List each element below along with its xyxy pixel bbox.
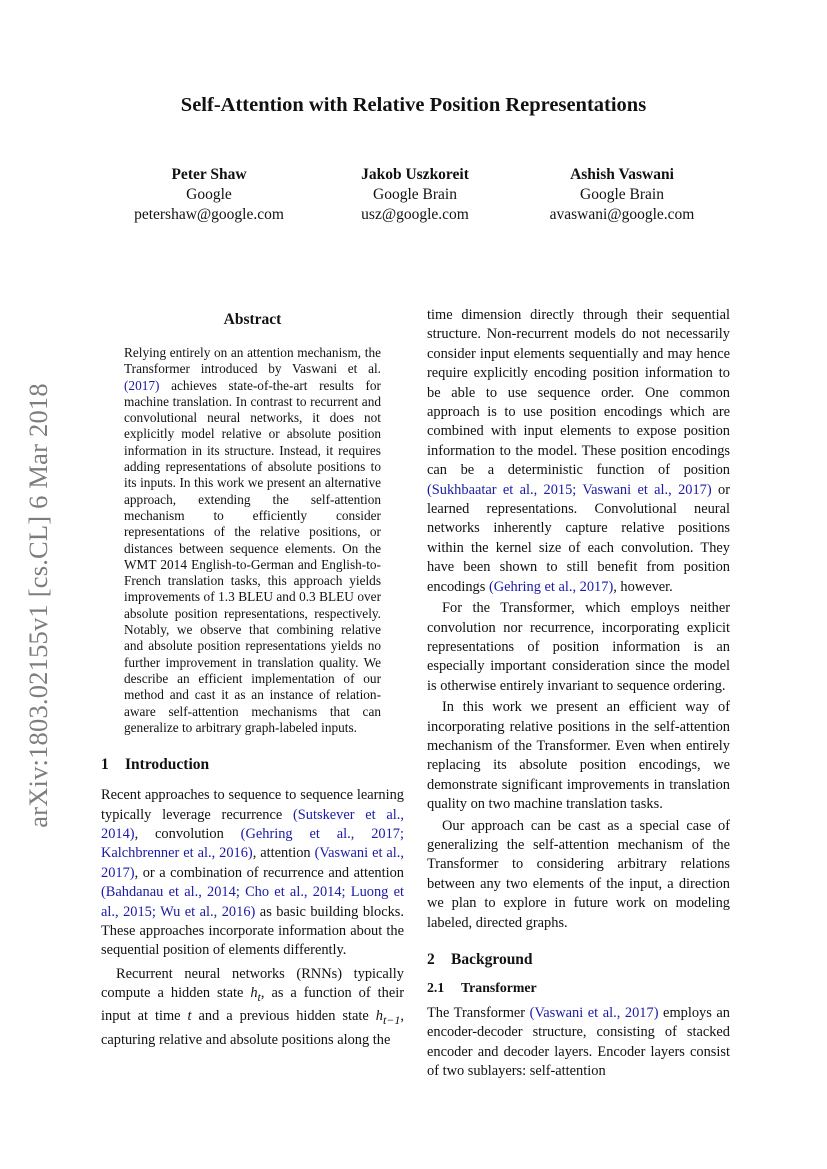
paper-title: Self-Attention with Relative Position Representations: [180, 94, 647, 116]
subsection-title: Transformer: [461, 980, 537, 995]
paragraph-text: Recurrent neural networks (RNNs) typically compute a hidden state: [101, 965, 404, 1002]
abstract-text-part: achieves state-of-the-art results for machine translation. In contrast to recurrent and convolutional neural networks, it does not explicitly model relative or absolute position information in its structure. Instead, it requires adding representations of absolute positions to its inputs. In this work we present an alternative approach, extending the self-attention mechanism to efficiently consider representations of the relative positions, or distances between sequence elements. On the WMT 2014 English-to-German and English-to-French translation tasks, this approach yields improvements of 1.3 BLEU and 0.3 BLEU over absolute position representations, respectively. Notably, we observe that combining relative and absolute position representations yields no further improvement in translation quality. We describe an efficient implementation of our method and cast it as an instance of relation-aware self-attention mechanisms that can generalize to arbitrary graph-labeled inputs.: [124, 377, 381, 735]
paragraph-text: The Transformer: [427, 1005, 530, 1021]
citation-link[interactable]: (Gehring et al., 2017): [488, 578, 614, 595]
citation-link[interactable]: (Sutskever et al., 2014): [101, 806, 404, 842]
author-affiliation: Google: [186, 186, 232, 203]
paragraph-text: or learned representations. Convolutional neural networks inherently capture relative positions within the kernel size of each convolution. They have been shown to still benefit from position encodings: [427, 481, 730, 595]
paragraph-text: Recent approaches to sequence to sequence learning typically leverage recurrence: [101, 787, 404, 823]
subsection-number: 2.1: [427, 980, 445, 995]
author-name: Peter Shaw: [171, 166, 247, 183]
abstract-heading: Abstract: [223, 311, 282, 328]
citation-link[interactable]: (2017): [124, 377, 160, 393]
citation-link[interactable]: (Sukhbaatar et al., 2015; Vaswani et al., 2017): [427, 481, 712, 498]
author-email: petershaw@google.com: [134, 206, 284, 223]
paragraph-text: , however.: [613, 578, 673, 595]
citation-link[interactable]: (Vaswani et al., 2017): [101, 845, 404, 881]
section-title: Introduction: [125, 756, 210, 774]
paragraph-text: as basic building blocks. These approaches incorporate information about the sequential position of elements differently.: [101, 903, 404, 959]
paragraph-text: and a previous hidden state: [191, 1008, 376, 1025]
paragraph-text: , capturing relative and absolute positions along the: [101, 1008, 404, 1048]
math-symbol: h: [375, 1008, 383, 1025]
paragraph-text: , attention: [252, 845, 315, 862]
author-block-3: [512, 165, 732, 225]
paragraph-text: time dimension directly through their sequential structure. Non-recurrent models do not necessarily consider input elements sequentially and may hence require explicitly encoding position information to be able to use sequence order. One common approach is to use position encodings which are combined with input elements to expose position information to the model. These position encodings can be a deterministic function of position: [427, 307, 730, 479]
section-heading-introduction: [101, 756, 404, 774]
author-affiliation: Google Brain: [580, 186, 664, 203]
intro-paragraph-5: In this work we present an efficient way of incorporating relative positions in the self-attention mechanism of the Transformer. Even when entirely replacing its absolute position encodings, we demonstrate significant improvements in translation quality on two machine translation tasks.: [427, 699, 730, 813]
intro-paragraph-3: [427, 306, 730, 597]
paragraph-text: , or a combination of recurrence and attention: [134, 864, 404, 881]
author-email: usz@google.com: [361, 206, 469, 223]
citation-link[interactable]: (Gehring et al., 2017; Kalchbrenner et al., 2016): [101, 825, 404, 862]
right-column: [427, 306, 730, 1082]
author-block-1: [99, 165, 319, 225]
citation-link[interactable]: (Vaswani et al., 2017): [529, 1005, 659, 1021]
arxiv-sidebar: [20, 380, 56, 830]
math-variable: [250, 985, 261, 1005]
author-email: avaswani@google.com: [549, 206, 695, 223]
paragraph-text: , as a function of their input at time: [101, 985, 404, 1025]
author-name: Jakob Uszkoreit: [361, 166, 469, 183]
intro-paragraph-6: Our approach can be cast as a special case of generalizing the self-attention mechanism of the Transformer to considering arbitrary relations between any two elements of the input, a direction we plan to explore in future work on modeling labeled, directed graphs.: [427, 817, 730, 931]
paragraph-text: employs an encoder-decoder structure, consisting of stacked encoder and decoder layers. Encoder layers consist of two sublayers: self-attention: [427, 1005, 730, 1080]
paragraph-text: , convolution: [134, 825, 241, 842]
math-variable: [375, 1008, 401, 1028]
abstract-text-part: Relying entirely on an attention mechanism, the Transformer introduced by Vaswani et al.: [124, 345, 381, 377]
abstract-text: [124, 345, 381, 736]
math-subscript: t: [257, 990, 261, 1005]
author-affiliation: Google Brain: [373, 186, 457, 203]
background-paragraph-1: [427, 1004, 730, 1082]
section-number: 1: [101, 756, 109, 774]
section-title: Background: [451, 951, 533, 968]
section-heading-background: [427, 951, 730, 969]
author-block-2: [305, 165, 525, 225]
subsection-heading-transformer: [427, 980, 730, 996]
arxiv-identifier: arXiv:1803.02155v1 [cs.CL] 6 Mar 2018: [22, 382, 53, 828]
section-number: 2: [427, 951, 435, 968]
intro-paragraph-2: [101, 965, 404, 1050]
intro-paragraph-1: [101, 786, 404, 961]
math-subscript: t−1: [382, 1013, 401, 1028]
intro-paragraph-4: For the Transformer, which employs neither convolution nor recurrence, incorporating explicit representations of position information is an especially important consideration since the model is otherwise entirely invariant to sequence ordering.: [427, 600, 730, 694]
math-variable: t: [187, 1008, 192, 1025]
author-name: Ashish Vaswani: [570, 166, 674, 183]
left-column: [101, 306, 404, 1050]
citation-link[interactable]: (Bahdanau et al., 2014; Cho et al., 2014; Luong et al., 2015; Wu et al., 2016): [101, 884, 404, 920]
math-symbol: h: [250, 985, 258, 1002]
